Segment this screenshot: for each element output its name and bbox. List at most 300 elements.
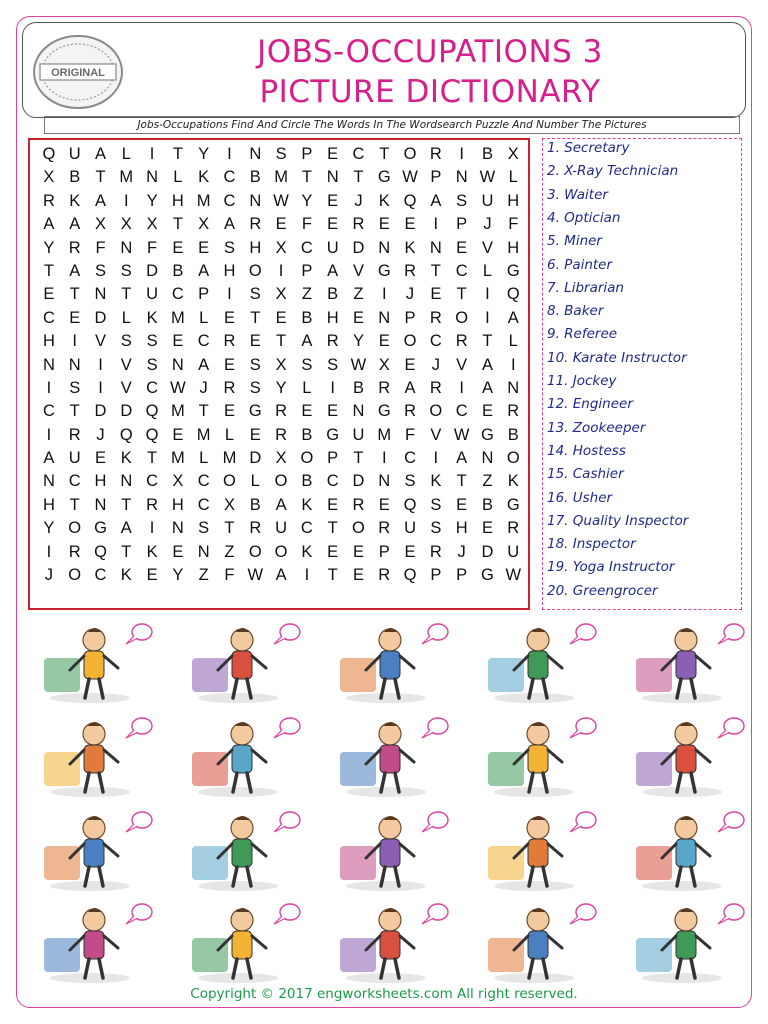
grid-letter[interactable]: V	[456, 355, 468, 374]
grid-letter[interactable]: S	[404, 472, 416, 491]
grid-letter[interactable]: J	[199, 378, 208, 397]
grid-letter[interactable]: S	[301, 355, 313, 374]
grid-letter[interactable]: X	[198, 215, 210, 234]
grid-letter[interactable]: R	[352, 215, 365, 234]
grid-letter[interactable]: E	[172, 332, 184, 351]
grid-letter[interactable]: S	[146, 355, 158, 374]
grid-letter[interactable]: A	[43, 215, 55, 234]
grid-letter[interactable]: G	[94, 519, 107, 538]
grid-letter[interactable]: N	[94, 495, 107, 514]
grid-letter[interactable]: Q	[145, 402, 159, 421]
grid-letter[interactable]: I	[46, 542, 52, 561]
grid-letter[interactable]: U	[275, 519, 288, 538]
grid-letter[interactable]: L	[250, 472, 260, 491]
grid-letter[interactable]: T	[301, 168, 312, 187]
grid-letter[interactable]: L	[508, 168, 518, 187]
number-bubble-icon[interactable]	[718, 718, 744, 738]
grid-letter[interactable]: C	[171, 285, 184, 304]
grid-letter[interactable]: E	[172, 425, 184, 444]
grid-letter[interactable]: G	[377, 261, 391, 280]
grid-letter[interactable]: M	[377, 425, 392, 444]
grid-letter[interactable]: I	[149, 519, 155, 538]
grid-letter[interactable]: S	[120, 332, 132, 351]
grid-letter[interactable]: R	[429, 542, 442, 561]
grid-letter[interactable]: E	[327, 215, 339, 234]
grid-letter[interactable]: S	[94, 261, 106, 280]
grid-letter[interactable]: A	[69, 215, 81, 234]
grid-letter[interactable]: I	[149, 145, 155, 163]
grid-letter[interactable]: M	[222, 449, 237, 468]
grid-letter[interactable]: N	[146, 168, 159, 187]
grid-letter[interactable]: E	[327, 145, 339, 163]
grid-letter[interactable]: B	[301, 425, 313, 444]
grid-letter[interactable]: M	[196, 425, 211, 444]
grid-letter[interactable]: M	[171, 449, 185, 468]
grid-letter[interactable]: O	[300, 449, 314, 468]
grid-letter[interactable]: G	[506, 495, 520, 514]
grid-letter[interactable]: I	[485, 308, 490, 327]
grid-letter[interactable]: A	[456, 449, 468, 468]
grid-letter[interactable]: O	[68, 519, 82, 538]
grid-letter[interactable]: J	[354, 191, 363, 210]
grid-letter[interactable]: H	[94, 472, 107, 491]
grid-letter[interactable]: Y	[352, 332, 364, 351]
grid-letter[interactable]: R	[378, 566, 391, 585]
number-bubble-icon[interactable]	[718, 812, 744, 832]
grid-letter[interactable]: B	[301, 472, 313, 491]
grid-letter[interactable]: S	[249, 378, 261, 397]
grid-letter[interactable]: B	[249, 495, 261, 514]
grid-letter[interactable]: Z	[224, 542, 235, 561]
number-bubble-icon[interactable]	[274, 624, 300, 644]
grid-letter[interactable]: E	[327, 542, 339, 561]
grid-letter[interactable]: E	[146, 566, 158, 585]
grid-letter[interactable]: G	[326, 425, 340, 444]
grid-letter[interactable]: P	[327, 449, 339, 468]
grid-letter[interactable]: D	[352, 238, 365, 257]
number-bubble-icon[interactable]	[422, 624, 448, 644]
grid-letter[interactable]: A	[481, 355, 493, 374]
grid-letter[interactable]: R	[223, 378, 236, 397]
grid-letter[interactable]: A	[507, 308, 519, 327]
grid-letter[interactable]: R	[326, 332, 339, 351]
grid-letter[interactable]: I	[433, 215, 439, 234]
grid-letter[interactable]: C	[326, 472, 339, 491]
grid-letter[interactable]: G	[377, 168, 391, 187]
grid-letter[interactable]: A	[198, 355, 210, 374]
grid-letter[interactable]: B	[301, 308, 313, 327]
grid-letter[interactable]: K	[146, 542, 158, 561]
grid-letter[interactable]: N	[326, 168, 339, 187]
grid-letter[interactable]: E	[223, 355, 235, 374]
grid-letter[interactable]: D	[249, 449, 262, 468]
grid-letter[interactable]: M	[119, 168, 134, 187]
grid-letter[interactable]: E	[94, 449, 106, 468]
grid-letter[interactable]: A	[94, 145, 106, 163]
grid-letter[interactable]: R	[378, 378, 391, 397]
grid-letter[interactable]: A	[275, 495, 287, 514]
grid-letter[interactable]: W	[453, 425, 470, 444]
grid-letter[interactable]: G	[248, 402, 262, 421]
grid-letter[interactable]: T	[95, 168, 106, 187]
grid-letter[interactable]: T	[353, 449, 364, 468]
grid-letter[interactable]: L	[121, 145, 131, 163]
grid-letter[interactable]: N	[42, 355, 55, 374]
grid-letter[interactable]: W	[170, 378, 186, 397]
grid-letter[interactable]: Q	[94, 542, 107, 561]
number-bubble-icon[interactable]	[274, 812, 300, 832]
grid-letter[interactable]: D	[94, 308, 107, 327]
grid-letter[interactable]: E	[404, 215, 416, 234]
grid-letter[interactable]: I	[227, 145, 232, 163]
grid-letter[interactable]: E	[378, 332, 390, 351]
grid-letter[interactable]: E	[327, 402, 339, 421]
grid-letter[interactable]: O	[274, 542, 288, 561]
grid-letter[interactable]: C	[404, 449, 417, 468]
grid-letter[interactable]: U	[481, 191, 494, 210]
grid-letter[interactable]: G	[377, 402, 391, 421]
grid-letter[interactable]: D	[120, 402, 133, 421]
grid-letter[interactable]: Y	[301, 191, 313, 210]
grid-letter[interactable]: A	[198, 261, 210, 280]
grid-letter[interactable]: R	[146, 495, 159, 514]
grid-letter[interactable]: O	[429, 402, 443, 421]
grid-letter[interactable]: R	[249, 519, 262, 538]
grid-letter[interactable]: E	[352, 566, 364, 585]
grid-letter[interactable]: A	[275, 566, 287, 585]
grid-letter[interactable]: S	[198, 519, 210, 538]
grid-letter[interactable]: Z	[301, 285, 312, 304]
grid-letter[interactable]: C	[197, 472, 210, 491]
number-bubble-icon[interactable]	[422, 904, 448, 924]
grid-letter[interactable]: S	[430, 495, 442, 514]
number-bubble-icon[interactable]	[126, 812, 152, 832]
grid-letter[interactable]: J	[96, 425, 105, 444]
grid-letter[interactable]: I	[330, 378, 335, 397]
grid-letter[interactable]: B	[69, 168, 81, 187]
grid-letter[interactable]: L	[121, 308, 131, 327]
grid-letter[interactable]: N	[249, 191, 262, 210]
grid-letter[interactable]: I	[381, 285, 387, 304]
grid-letter[interactable]: N	[378, 238, 391, 257]
grid-letter[interactable]: S	[249, 285, 261, 304]
grid-letter[interactable]: P	[404, 308, 416, 327]
grid-letter[interactable]: E	[378, 495, 390, 514]
grid-letter[interactable]: N	[481, 449, 494, 468]
grid-letter[interactable]: F	[508, 215, 519, 234]
grid-letter[interactable]: E	[430, 285, 442, 304]
grid-letter[interactable]: R	[68, 425, 81, 444]
grid-letter[interactable]: X	[275, 449, 287, 468]
grid-letter[interactable]: H	[42, 332, 55, 351]
grid-letter[interactable]: S	[146, 332, 158, 351]
grid-letter[interactable]: T	[327, 519, 338, 538]
grid-letter[interactable]: E	[481, 402, 493, 421]
grid-letter[interactable]: Y	[43, 238, 55, 257]
grid-letter[interactable]: T	[327, 566, 338, 585]
number-bubble-icon[interactable]	[274, 904, 300, 924]
grid-letter[interactable]: D	[94, 402, 107, 421]
grid-letter[interactable]: S	[456, 191, 468, 210]
grid-letter[interactable]: E	[301, 402, 313, 421]
grid-letter[interactable]: T	[69, 285, 80, 304]
grid-letter[interactable]: E	[249, 425, 261, 444]
grid-letter[interactable]: L	[482, 261, 493, 280]
number-bubble-icon[interactable]	[126, 718, 152, 738]
grid-letter[interactable]: O	[248, 261, 262, 280]
grid-letter[interactable]: R	[68, 542, 81, 561]
grid-letter[interactable]: B	[172, 261, 184, 280]
grid-letter[interactable]: X	[275, 238, 287, 257]
grid-letter[interactable]: T	[250, 308, 261, 327]
grid-letter[interactable]: E	[352, 542, 364, 561]
grid-letter[interactable]: C	[429, 332, 442, 351]
grid-letter[interactable]: H	[326, 308, 339, 327]
grid-letter[interactable]: E	[456, 238, 468, 257]
grid-letter[interactable]: Y	[43, 519, 55, 538]
grid-letter[interactable]: Q	[403, 191, 417, 210]
grid-letter[interactable]: R	[275, 425, 288, 444]
grid-letter[interactable]: A	[404, 378, 416, 397]
grid-letter[interactable]: N	[429, 238, 442, 257]
grid-letter[interactable]: M	[171, 308, 185, 327]
grid-letter[interactable]: I	[304, 566, 310, 585]
grid-letter[interactable]: P	[378, 542, 390, 561]
grid-letter[interactable]: Y	[275, 378, 287, 397]
grid-letter[interactable]: W	[350, 355, 367, 374]
grid-letter[interactable]: N	[171, 355, 184, 374]
grid-letter[interactable]: F	[95, 238, 106, 257]
grid-letter[interactable]: L	[199, 449, 209, 468]
grid-letter[interactable]: K	[198, 168, 210, 187]
grid-letter[interactable]: O	[455, 308, 469, 327]
grid-letter[interactable]: N	[42, 472, 55, 491]
grid-letter[interactable]: C	[223, 191, 236, 210]
grid-letter[interactable]: T	[353, 168, 364, 187]
grid-letter[interactable]: F	[405, 425, 416, 444]
number-bubble-icon[interactable]	[570, 718, 596, 738]
grid-letter[interactable]: S	[120, 261, 132, 280]
grid-letter[interactable]: O	[223, 472, 236, 491]
grid-letter[interactable]: T	[172, 145, 183, 163]
grid-letter[interactable]: C	[42, 308, 55, 327]
grid-letter[interactable]: R	[507, 402, 520, 421]
grid-letter[interactable]: E	[172, 542, 184, 561]
grid-letter[interactable]: V	[481, 238, 493, 257]
grid-letter[interactable]: X	[172, 472, 184, 491]
grid-letter[interactable]: E	[404, 355, 416, 374]
grid-letter[interactable]: C	[68, 472, 81, 491]
grid-letter[interactable]: F	[224, 566, 235, 585]
grid-letter[interactable]: R	[429, 145, 442, 163]
grid-letter[interactable]: I	[459, 145, 464, 163]
grid-letter[interactable]: E	[327, 191, 339, 210]
grid-letter[interactable]: C	[197, 332, 210, 351]
grid-letter[interactable]: A	[481, 378, 493, 397]
grid-letter[interactable]: S	[249, 355, 261, 374]
grid-letter[interactable]: L	[173, 168, 183, 187]
grid-letter[interactable]: J	[431, 355, 440, 374]
grid-letter[interactable]: U	[68, 145, 81, 163]
grid-letter[interactable]: P	[456, 215, 468, 234]
grid-letter[interactable]: H	[171, 495, 184, 514]
grid-letter[interactable]: L	[302, 378, 312, 397]
number-bubble-icon[interactable]	[126, 904, 152, 924]
grid-letter[interactable]: F	[301, 215, 312, 234]
grid-letter[interactable]: I	[72, 332, 77, 351]
grid-letter[interactable]: C	[300, 519, 313, 538]
grid-letter[interactable]: U	[68, 449, 81, 468]
grid-letter[interactable]: E	[456, 495, 468, 514]
grid-letter[interactable]: T	[456, 472, 467, 491]
grid-letter[interactable]: T	[276, 332, 287, 351]
grid-letter[interactable]: W	[505, 566, 522, 585]
grid-letter[interactable]: R	[429, 378, 442, 397]
grid-letter[interactable]: J	[405, 285, 415, 304]
grid-letter[interactable]: A	[327, 261, 339, 280]
number-bubble-icon[interactable]	[422, 718, 448, 738]
grid-letter[interactable]: O	[68, 566, 82, 585]
grid-letter[interactable]: H	[42, 495, 55, 514]
grid-letter[interactable]: Z	[353, 285, 364, 304]
grid-letter[interactable]: K	[507, 472, 519, 491]
grid-letter[interactable]: Y	[198, 145, 210, 163]
grid-letter[interactable]: N	[455, 168, 468, 187]
grid-letter[interactable]: R	[223, 332, 236, 351]
grid-letter[interactable]: N	[68, 355, 81, 374]
grid-letter[interactable]: M	[196, 191, 211, 210]
grid-letter[interactable]: I	[98, 378, 103, 397]
grid-letter[interactable]: H	[455, 519, 468, 538]
number-bubble-icon[interactable]	[570, 812, 596, 832]
grid-letter[interactable]: K	[120, 566, 132, 585]
grid-letter[interactable]: K	[146, 308, 158, 327]
grid-letter[interactable]: V	[430, 425, 442, 444]
grid-letter[interactable]: P	[456, 566, 468, 585]
grid-letter[interactable]: Q	[506, 285, 520, 304]
grid-letter[interactable]: J	[44, 566, 54, 585]
grid-letter[interactable]: Z	[198, 566, 209, 585]
grid-letter[interactable]: T	[430, 261, 441, 280]
grid-letter[interactable]: E	[249, 332, 261, 351]
grid-letter[interactable]: N	[507, 378, 520, 397]
grid-letter[interactable]: X	[275, 285, 287, 304]
grid-letter[interactable]: K	[404, 238, 416, 257]
grid-letter[interactable]: F	[147, 238, 158, 257]
grid-letter[interactable]: T	[456, 285, 467, 304]
grid-letter[interactable]: W	[402, 168, 418, 187]
grid-letter[interactable]: S	[69, 378, 81, 397]
grid-letter[interactable]: U	[146, 285, 159, 304]
grid-letter[interactable]: K	[69, 191, 81, 210]
grid-letter[interactable]: C	[146, 378, 159, 397]
grid-letter[interactable]: O	[403, 145, 417, 163]
grid-letter[interactable]: Q	[403, 566, 417, 585]
grid-letter[interactable]: U	[326, 238, 339, 257]
grid-letter[interactable]: C	[223, 168, 236, 187]
grid-letter[interactable]: J	[457, 542, 466, 561]
grid-letter[interactable]: M	[274, 168, 288, 187]
grid-letter[interactable]: E	[69, 308, 81, 327]
grid-letter[interactable]: N	[120, 238, 133, 257]
grid-letter[interactable]: B	[327, 285, 339, 304]
grid-letter[interactable]: V	[352, 261, 364, 280]
grid-letter[interactable]: X	[378, 355, 390, 374]
grid-letter[interactable]: C	[42, 402, 55, 421]
grid-letter[interactable]: A	[120, 519, 132, 538]
grid-letter[interactable]: S	[223, 238, 235, 257]
grid-letter[interactable]: E	[198, 238, 210, 257]
grid-letter[interactable]: L	[199, 308, 209, 327]
grid-letter[interactable]: I	[98, 355, 103, 374]
grid-letter[interactable]: I	[46, 378, 52, 397]
grid-letter[interactable]: T	[172, 215, 183, 234]
grid-letter[interactable]: N	[378, 472, 391, 491]
grid-letter[interactable]: T	[198, 402, 209, 421]
grid-letter[interactable]: K	[301, 495, 313, 514]
grid-letter[interactable]: N	[378, 308, 391, 327]
grid-letter[interactable]: E	[223, 402, 235, 421]
grid-letter[interactable]: A	[301, 332, 313, 351]
grid-letter[interactable]: I	[278, 261, 284, 280]
grid-letter[interactable]: C	[455, 261, 468, 280]
grid-letter[interactable]: E	[378, 215, 390, 234]
grid-letter[interactable]: Q	[42, 145, 56, 163]
grid-letter[interactable]: G	[481, 425, 494, 444]
grid-letter[interactable]: I	[433, 449, 439, 468]
grid-letter[interactable]: R	[507, 519, 520, 538]
number-bubble-icon[interactable]	[570, 624, 596, 644]
grid-letter[interactable]: I	[381, 449, 387, 468]
grid-letter[interactable]: E	[481, 519, 493, 538]
grid-letter[interactable]: G	[506, 261, 520, 280]
grid-letter[interactable]: I	[459, 378, 464, 397]
grid-letter[interactable]: T	[43, 261, 54, 280]
grid-letter[interactable]: X	[94, 215, 106, 234]
grid-letter[interactable]: M	[171, 402, 185, 421]
number-bubble-icon[interactable]	[570, 904, 596, 924]
grid-letter[interactable]: O	[506, 449, 520, 468]
grid-letter[interactable]: R	[68, 238, 81, 257]
grid-letter[interactable]: P	[430, 566, 442, 585]
grid-letter[interactable]: E	[172, 238, 184, 257]
grid-letter[interactable]: N	[352, 402, 365, 421]
grid-letter[interactable]: T	[482, 332, 493, 351]
grid-letter[interactable]: E	[223, 308, 235, 327]
grid-letter[interactable]: O	[352, 519, 365, 538]
grid-letter[interactable]: K	[430, 472, 442, 491]
grid-letter[interactable]: V	[94, 332, 106, 351]
number-bubble-icon[interactable]	[718, 904, 744, 924]
grid-letter[interactable]: A	[69, 261, 81, 280]
grid-letter[interactable]: C	[146, 472, 159, 491]
grid-letter[interactable]: U	[352, 425, 365, 444]
grid-letter[interactable]: N	[94, 285, 107, 304]
grid-letter[interactable]: R	[404, 261, 417, 280]
grid-letter[interactable]: X	[275, 355, 287, 374]
grid-letter[interactable]: S	[430, 519, 442, 538]
grid-letter[interactable]: T	[69, 495, 80, 514]
grid-letter[interactable]: I	[46, 425, 52, 444]
grid-letter[interactable]: C	[94, 566, 107, 585]
grid-letter[interactable]: N	[171, 519, 184, 538]
grid-letter[interactable]: Q	[145, 425, 159, 444]
grid-letter[interactable]: A	[223, 215, 235, 234]
grid-letter[interactable]: T	[121, 285, 132, 304]
grid-letter[interactable]: X	[43, 168, 55, 187]
grid-letter[interactable]: B	[481, 145, 493, 163]
grid-letter[interactable]: A	[430, 191, 442, 210]
